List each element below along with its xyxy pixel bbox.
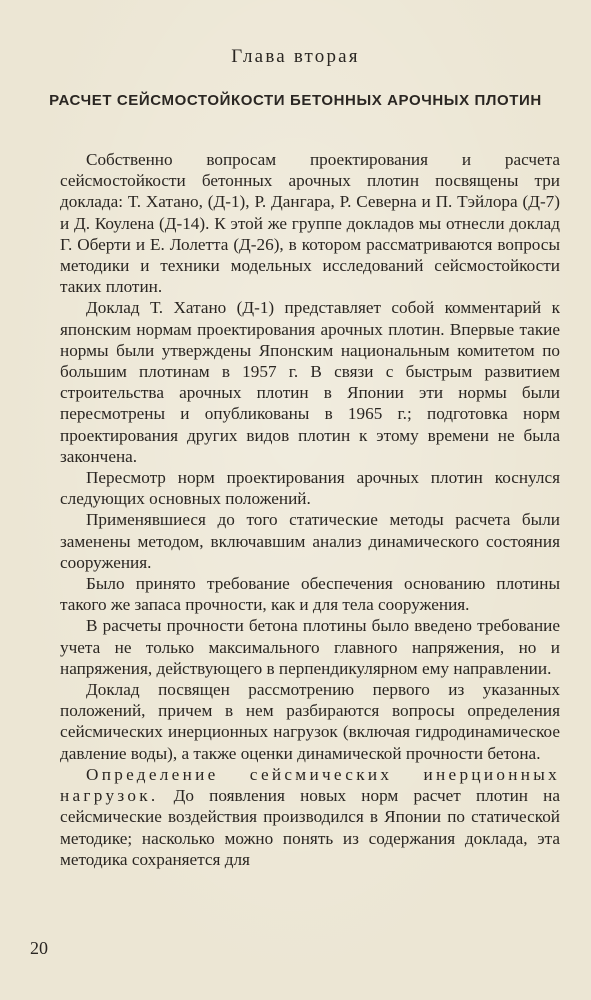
paragraph: В расчеты прочности бетона плотины было введено требование учета не только максимального главного напряжения, но и напряжения, действующего в перпендикулярном ему направлении. (60, 616, 560, 678)
paragraph: Собственно вопросам проектирования и расчета сейсмостойкости бетонных арочных плотин посвящены три доклада: Т. Хатано, (Д-1), Р. Дангара, Р. Северна и П. Тэйлора (Д-7) и Д. Коулена (Д-14). К этой же группе докладов мы отнесли доклад Г. Оберти и Е. Лолетта (Д-26), в котором рассматриваются вопросы методики и техники модельных исследований сейсмостойкости таких плотин. (60, 150, 560, 297)
paragraph: Было принято требование обеспечения основанию плотины такого же запаса прочности, как и для тела сооружения. (60, 574, 560, 615)
paragraph-last (60, 764, 560, 870)
paragraph: Доклад посвящен рассмотрению первого из указанных положений, причем в нем разбираются вопросы определения сейсмических инерционных нагрузок (включая гидродинамическое давление воды), а также оценки динамической прочности бетона. (60, 680, 560, 763)
paragraph: Доклад Т. Хатано (Д-1) представляет собой комментарий к японским нормам проектирования арочных плотин. Впервые такие нормы были утверждены Японским национальным комитетом по большим плотинам в 1957 г. В связи с быстрым развитием строительства арочных плотин в Японии эти нормы были пересмотрены и опубликованы в 1965 г.; подготовка норм проектирования других видов плотин к этому времени не была закончена. (60, 298, 560, 466)
chapter-heading: Глава вторая (231, 46, 360, 67)
section-title: РАСЧЕТ СЕЙСМОСТОЙКОСТИ БЕТОННЫХ АРОЧНЫХ ПЛОТИН (49, 92, 542, 109)
paragraph: Применявшиеся до того статические методы расчета были заменены методом, включавшим анализ динамического состояния сооружения. (60, 510, 560, 572)
page-number: 20 (30, 938, 48, 958)
paragraph-continuation: До появления новых норм расчет плотин на сейсмические воздействия производился в Японии по статической методике; насколько можно понять из содержания доклада, эта методика сохраняется для (60, 786, 560, 869)
body-text (60, 149, 560, 870)
paragraph: Пересмотр норм проектирования арочных плотин коснулся следующих основных положений. (60, 468, 560, 509)
spaced-run-in-heading: Определение сейсмических инерционных нагрузок. (60, 764, 560, 806)
